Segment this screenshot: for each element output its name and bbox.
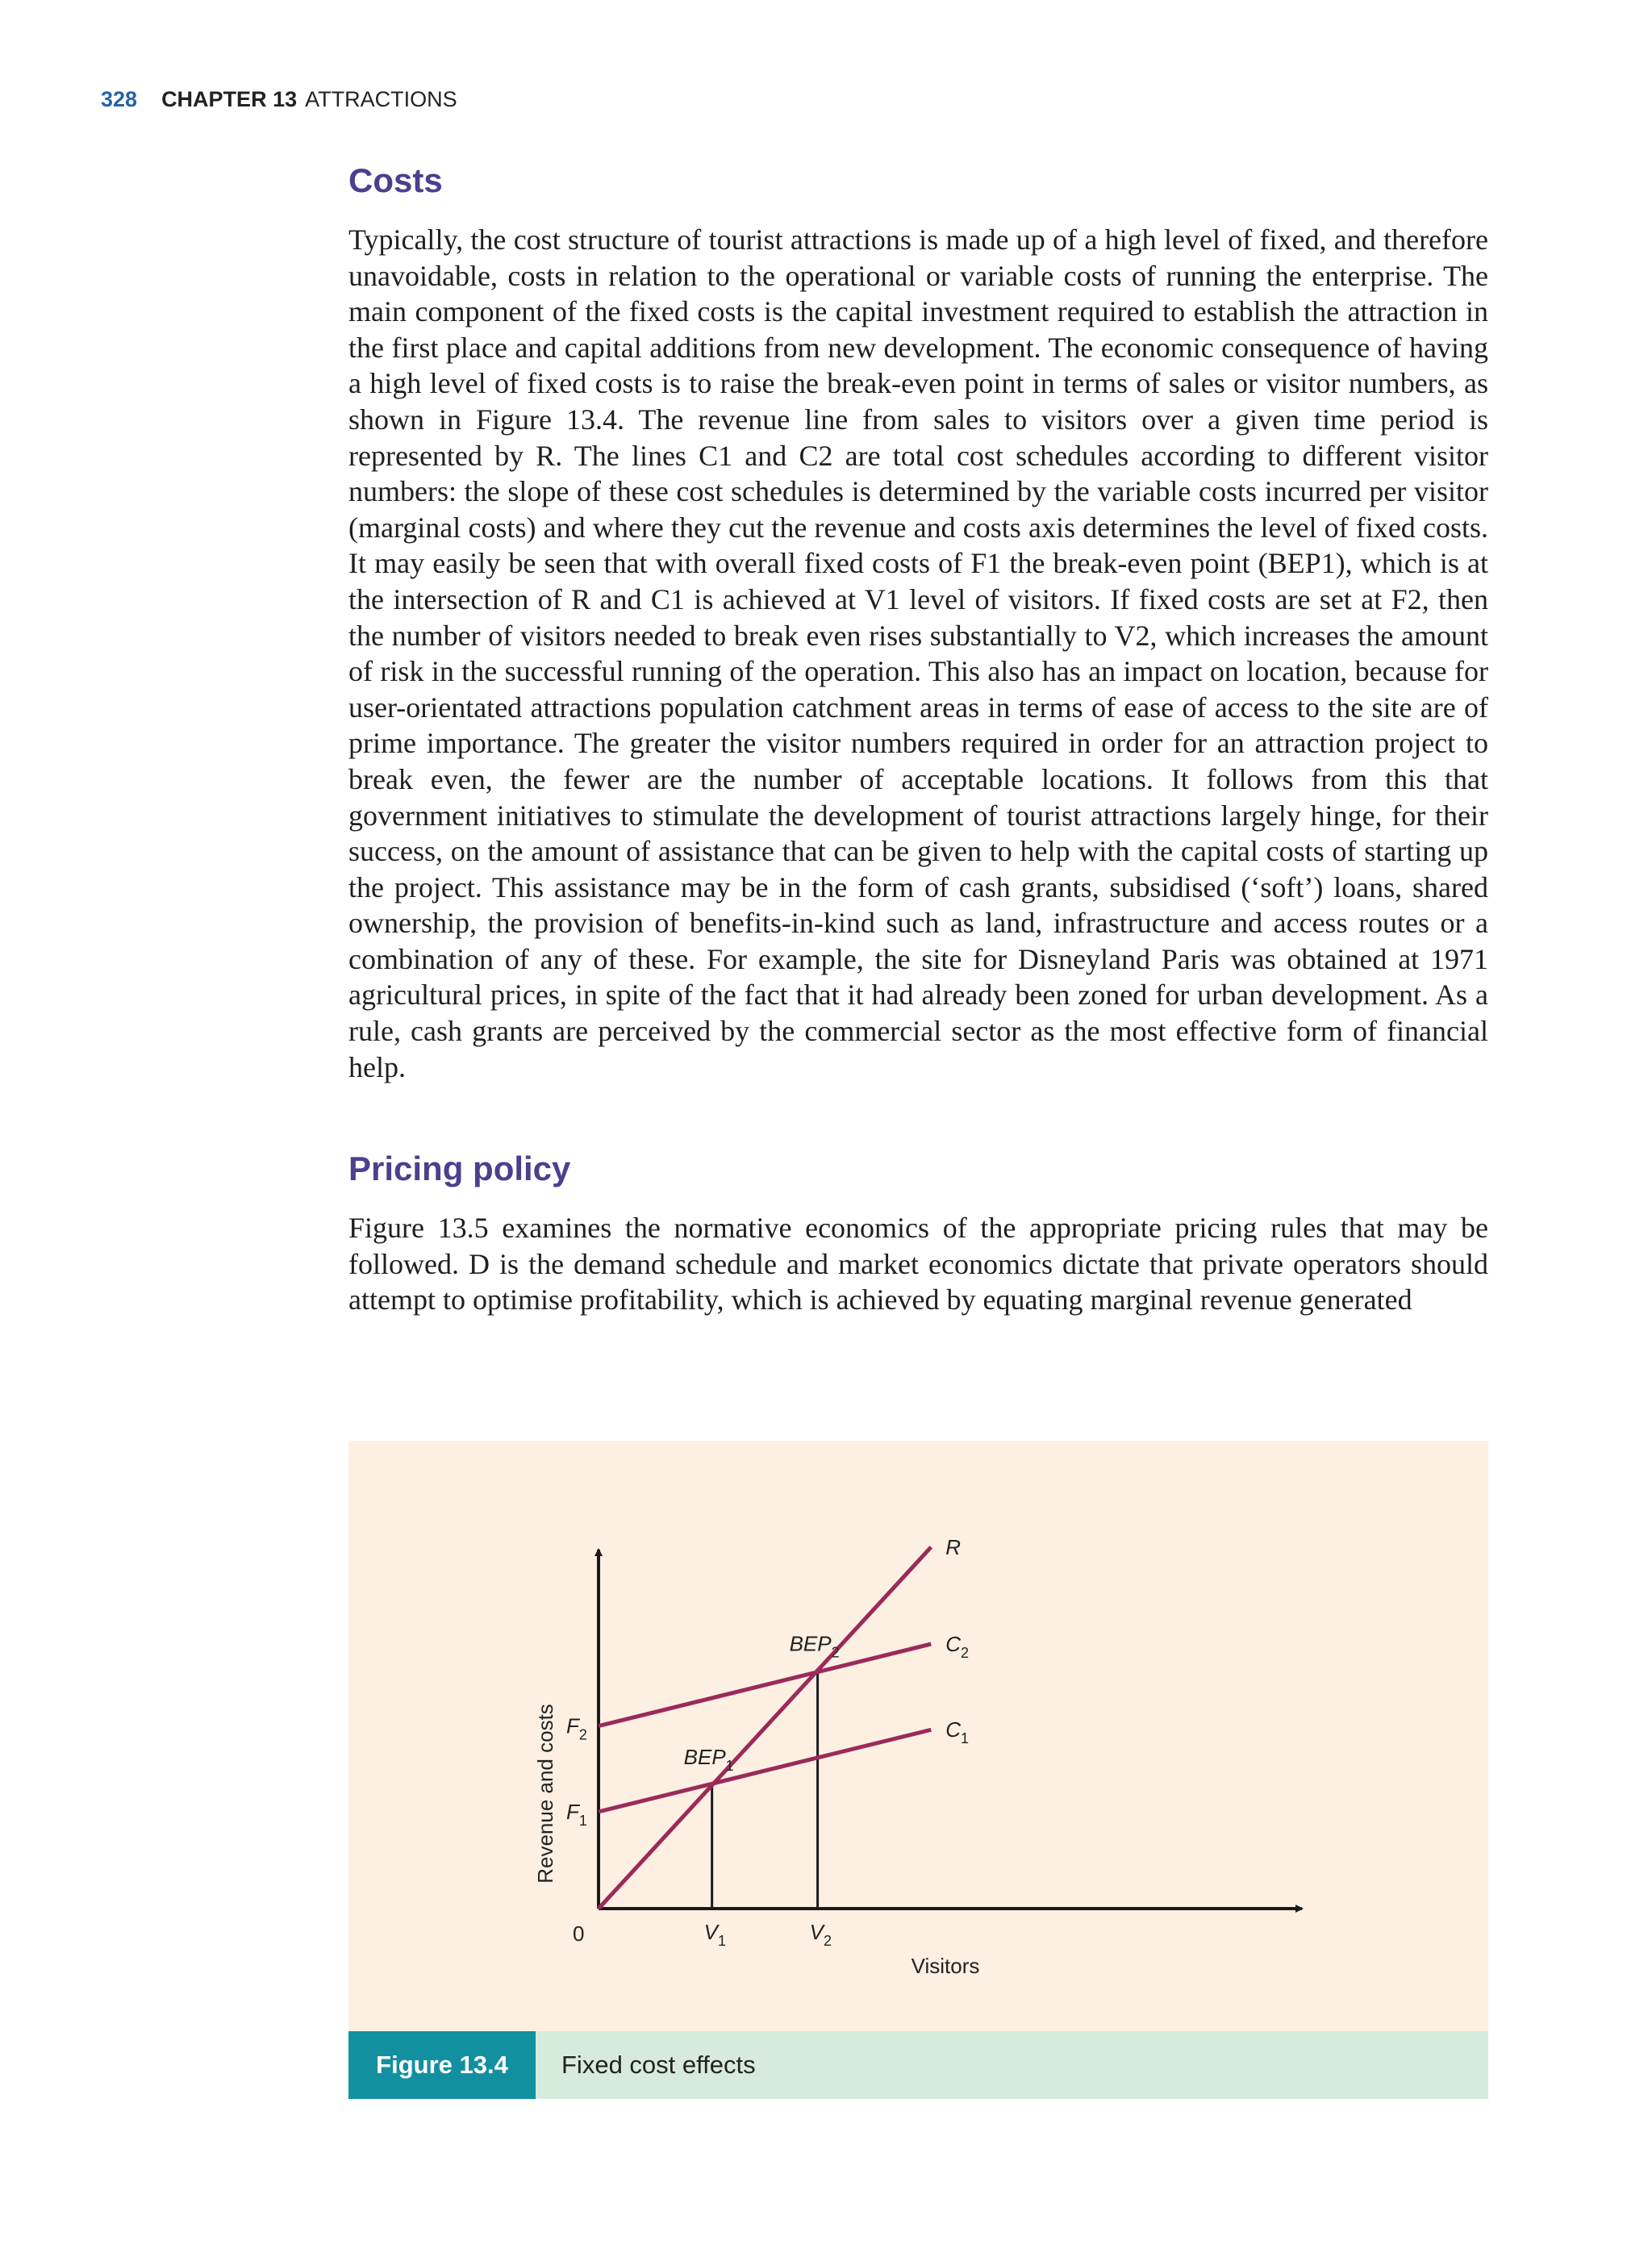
x-marker-v2: $V_2$	[809, 1920, 832, 1949]
figure-number: Figure 13.4	[348, 2031, 536, 2099]
chapter-label: CHAPTER 13	[161, 87, 298, 111]
series-label-c2: $C_2$	[945, 1631, 970, 1661]
figure-title: Fixed cost effects	[561, 2051, 756, 2079]
heading-pricing-policy: Pricing policy	[348, 1150, 571, 1187]
series-label-r: R	[945, 1534, 962, 1559]
paragraph-pricing-policy: Figure 13.5 examines the normative economics of the appropriate pricing rules that may be followed. D is the demand schedule and market economics dictate that private operators should attempt to optimise profitability, which is achieved by equating marginal revenue generated	[348, 1212, 1488, 1317]
chapter-title: ATTRACTIONS	[305, 87, 457, 111]
y-marker-f1: $F_1$	[566, 1799, 587, 1829]
figure-caption	[348, 2031, 1488, 2099]
fixed-cost-chart	[348, 1441, 1488, 2098]
series-label-c1: $C_1$	[945, 1717, 970, 1747]
page-number: 328	[101, 87, 138, 111]
x-axis-label: Visitors	[911, 1954, 980, 1978]
series-line-c1	[599, 1730, 931, 1812]
series-line-c2	[599, 1644, 931, 1726]
running-head	[101, 87, 457, 112]
point-label-bep1: $BEP_1$	[683, 1745, 734, 1775]
paragraph-costs: Typically, the cost structure of tourist attractions is made up of a high level of fixed, and therefore unavoidable, costs in relation to the operational or variable costs of running the enterprise. The main component of the fixed costs is the capital investment required to establish the attraction in the first place and capital additions from new development. The economic consequence of having a high level of fixed costs is to raise the break-even point in terms of sales or visitor numbers, as shown in Figure 13.4. The revenue line from sales to visitors over a given time period is represented by R. The lines C1 and C2 are total cost schedules according to different visitor numbers: the slope of these cost schedules is determined by the variable costs incurred per visitor (marginal costs) and where they cut the revenue and costs axis determines the level of fixed costs. It may easily be seen that with overall fixed costs of F1 the break-even point (BEP1), which is at the intersection of R and C1 is achieved at V1 level of visitors. If fixed costs are set at F2, then the number of visitors needed to break even rises substantially to V2, which increases the amount of risk in the successful running of the operation. This also has an impact on location, because for user-orientated attractions population catchment areas in terms of ease of access to the site are of prime importance. The greater the visitor numbers required in order for an attraction project to break even, the fewer are the number of acceptable locations. It follows from this that government initiatives to stimulate the development of tourist attractions largely hinge, for their success, on the amount of assistance that can be given to help with the capital costs of starting up the project. This assistance may be in the form of cash grants, subsidised (‘soft’) loans, shared ownership, the provision of benefits-in-kind such as land, infrastructure and access routes or a combination of any of these. For example, the site for Disneyland Paris was obtained at 1971 agricultural prices, in spite of the fact that it had already been zoned for urban development. As a rule, cash grants are perceived by the commercial sector as the most effective form of financial help.	[348, 223, 1488, 1083]
heading-costs: Costs	[348, 161, 443, 199]
series-line-r	[599, 1547, 931, 1909]
point-label-bep2: $BEP_2$	[789, 1631, 840, 1661]
x-marker-v1: $V_1$	[703, 1920, 727, 1949]
y-marker-f2: $F_2$	[566, 1713, 587, 1743]
figure-13-4	[348, 1441, 1488, 2098]
y-axis-label: Revenue and costs	[533, 1704, 557, 1884]
origin-label: 0	[573, 1922, 585, 1946]
